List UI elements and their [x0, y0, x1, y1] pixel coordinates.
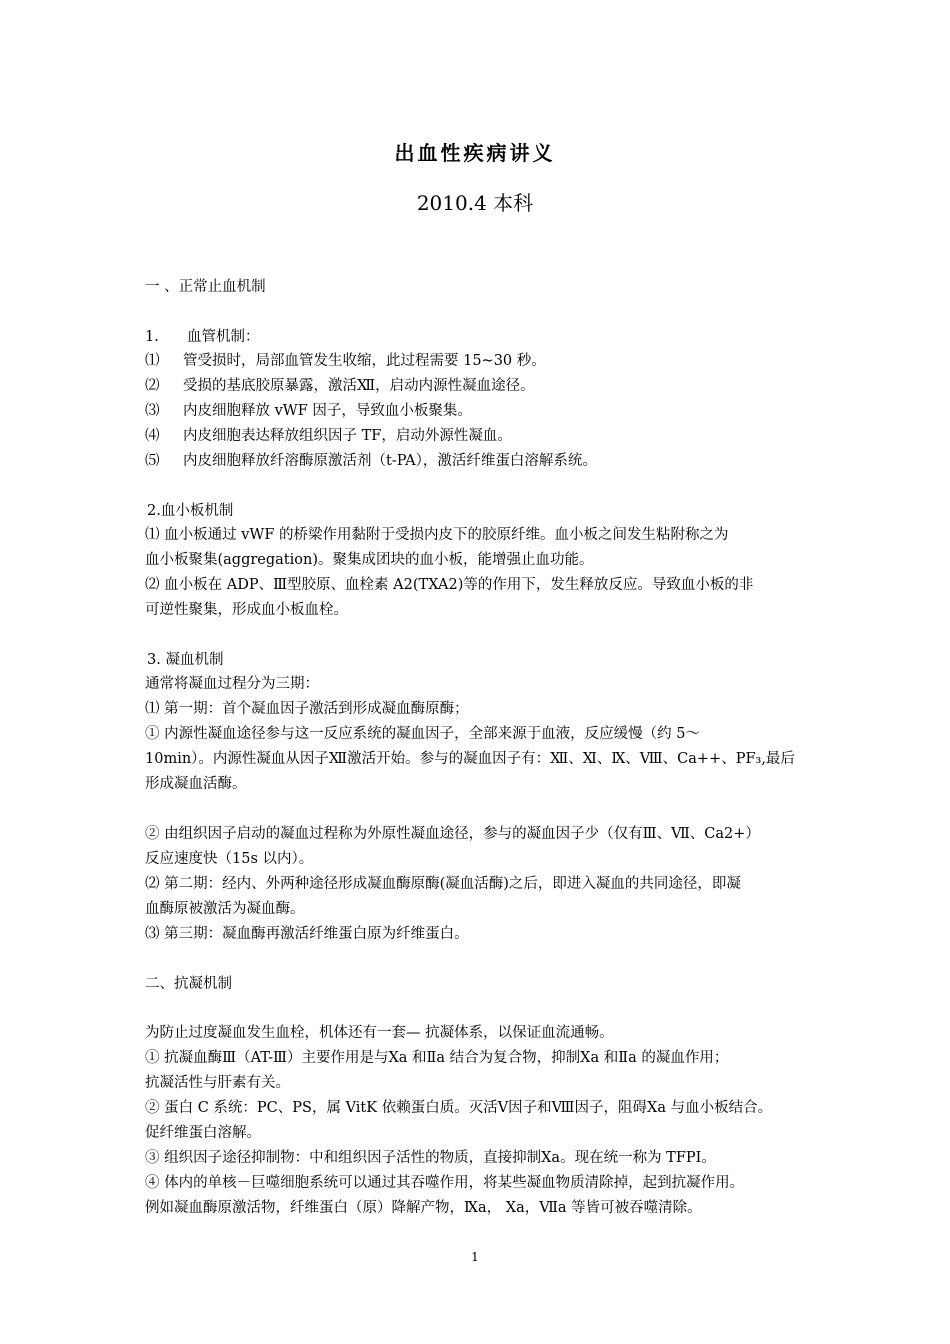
paragraph-line: 反应速度快（15s 以内）。: [145, 851, 314, 867]
list-marker: ⑷: [145, 428, 160, 444]
paragraph-line: ① 抗凝血酶Ⅲ（AT-Ⅲ）主要作用是与Ⅹa 和Ⅱa 结合为复合物，抑制Ⅹa 和Ⅱa 的凝血作用；: [145, 1050, 729, 1066]
paragraph-line: 例如凝血酶原激活物，纤维蛋白（原）降解产物，Ⅸa， Ⅹa，Ⅶa 等皆可被吞噬清除。: [145, 1200, 702, 1216]
list-item: 受损的基底胶原暴露，激活Ⅻ，启动内源性凝血途径。: [183, 378, 535, 394]
list-marker: ⑴: [145, 353, 160, 369]
subsection-heading: 3. 凝血机制: [147, 652, 224, 668]
paragraph-line: 血酶原被激活为凝血酶。: [145, 901, 305, 917]
list-marker: ⑸: [145, 453, 160, 469]
subsection-heading: 血管机制：: [187, 329, 260, 345]
paragraph-line: 为防止过度凝血发生血栓，机体还有一套— 抗凝体系，以保证血流通畅。: [145, 1025, 614, 1041]
paragraph-line: ⑴ 血小板通过 vWF 的桥梁作用黏附于受损内皮下的胶原纤维。血小板之间发生粘附称之为: [145, 527, 729, 543]
paragraph-line: ⑴ 第一期：首个凝血因子激活到形成凝血酶原酶；: [145, 701, 469, 717]
paragraph-line: 形成凝血活酶。: [145, 776, 247, 792]
paragraph-line: ⑶ 第三期：凝血酶再激活纤维蛋白原为纤维蛋白。: [145, 926, 469, 942]
page-number: 1: [471, 1250, 479, 1264]
paragraph-line: ⑵ 血小板在 ADP、Ⅲ型胶原、血栓素 A2(TXA2)等的作用下，发生释放反应。导致血小板的非: [145, 577, 754, 593]
list-marker: ⑶: [145, 403, 160, 419]
paragraph-line: 可逆性聚集，形成血小板血栓。: [145, 602, 348, 618]
list-item: 内皮细胞表达释放组织因子 TF，启动外源性凝血。: [183, 428, 512, 444]
paragraph-line: ② 由组织因子启动的凝血过程称为外原性凝血途径，参与的凝血因子少（仅有Ⅲ、Ⅶ、Ca2+）: [145, 826, 760, 842]
paragraph-line: 血小板聚集(aggregation)。聚集成团块的血小板，能增强止血功能。: [145, 552, 594, 568]
paragraph-line: ④ 体内的单核－巨噬细胞系统可以通过其吞噬作用，将某些凝血物质清除掉，起到抗凝作用。: [145, 1175, 745, 1191]
list-item: 内皮细胞释放 vWF 因子，导致血小板聚集。: [183, 403, 472, 419]
paragraph-line: 10min）。内源性凝血从因子Ⅻ激活开始。参与的凝血因子有：Ⅻ、Ⅺ、Ⅸ、Ⅷ、Ca++、PF₃,最后: [145, 751, 795, 767]
list-marker: ⑵: [145, 378, 160, 394]
list-item: 内皮细胞释放纤溶酶原激活剂（t-PA），激活纤维蛋白溶解系统。: [183, 453, 597, 469]
paragraph-line: 抗凝活性与肝素有关。: [145, 1075, 290, 1091]
subsection-number: 1.: [145, 329, 159, 345]
document-subtitle: 2010.4 本科: [416, 191, 534, 215]
list-item: 管受损时，局部血管发生收缩，此过程需要 15~30 秒。: [183, 353, 546, 369]
subsection-heading: 2.血小板机制: [147, 503, 234, 519]
paragraph-line: ② 蛋白 C 系统：PC、PS，属 VitK 依赖蛋白质。灭活Ⅴ因子和Ⅷ因子，阻碍Ⅹa 与血小板结合。: [145, 1100, 773, 1116]
section-heading: 一 、正常止血机制: [145, 279, 266, 295]
paragraph-line: 通常将凝血过程分为三期：: [145, 676, 319, 692]
document-title: 出血性疾病讲义: [394, 141, 556, 165]
section-heading: 二、抗凝机制: [145, 976, 232, 992]
paragraph-line: ① 内源性凝血途径参与这一反应系统的凝血因子，全部来源于血液，反应缓慢（约 5～: [145, 726, 700, 742]
paragraph-line: ③ 组织因子途径抑制物：中和组织因子活性的物质，直接抑制Ⅹa。现在统一称为 TFPI。: [145, 1150, 716, 1166]
paragraph-line: 促纤维蛋白溶解。: [145, 1125, 261, 1141]
paragraph-line: ⑵ 第二期：经内、外两种途径形成凝血酶原酶(凝血活酶)之后，即进入凝血的共同途径，即凝: [145, 876, 741, 892]
